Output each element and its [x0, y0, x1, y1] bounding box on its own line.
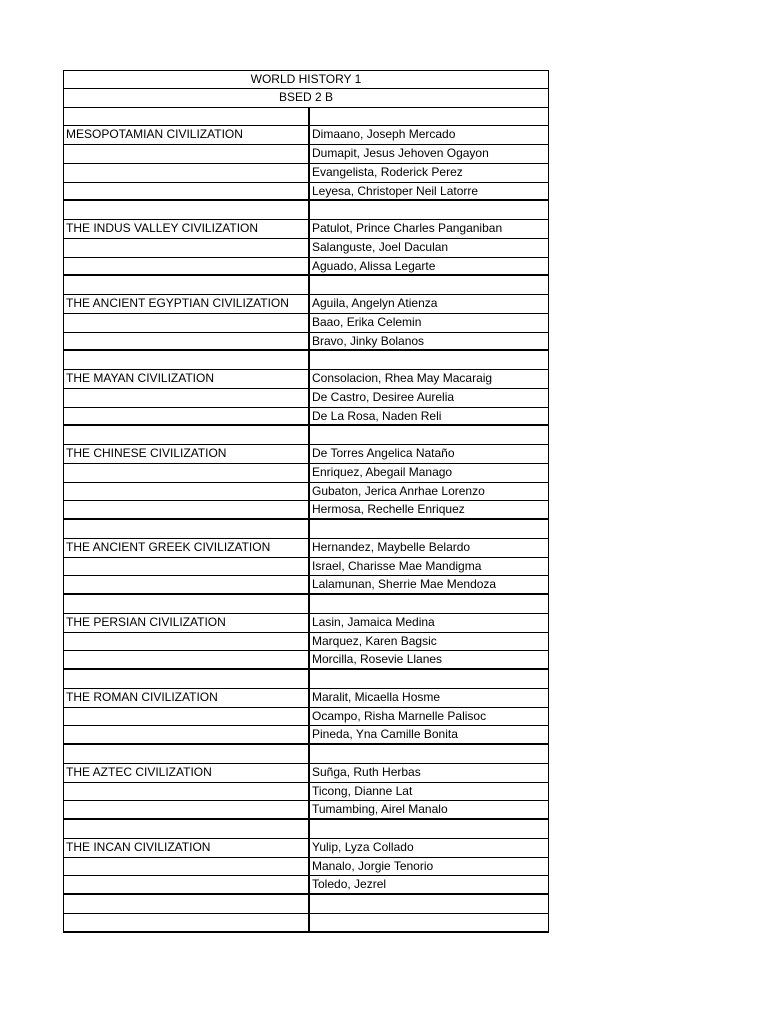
- member-cell: De La Rosa, Naden Reli: [312, 408, 442, 423]
- member-cell: Aguila, Angelyn Atienza: [312, 296, 438, 310]
- civilization-cell: [64, 576, 310, 593]
- spacer-row: [63, 201, 549, 220]
- member-cell: Marquez, Karen Bagsic: [312, 633, 437, 648]
- civilization-cell: THE ROMAN CIVILIZATION: [64, 689, 310, 707]
- spacer-row: [63, 726, 549, 745]
- civilization-cell: THE CHINESE CIVILIZATION: [64, 445, 310, 463]
- member-cell: [310, 201, 548, 219]
- civilization-cell: [64, 876, 310, 893]
- member-cell: Ticong, Dianne Lat: [312, 783, 413, 798]
- civilization-cell: [64, 239, 310, 257]
- civilization-cell: [64, 351, 310, 369]
- spacer-row: [63, 670, 549, 689]
- spacer-row: [63, 145, 549, 164]
- civilization-cell: [64, 708, 310, 726]
- table-row: [63, 295, 549, 314]
- civilization-cell: [64, 201, 310, 219]
- member-cell: [310, 895, 548, 913]
- spacer-row: [63, 783, 549, 802]
- civilization-cell: [64, 595, 310, 613]
- table-row: [63, 689, 549, 708]
- spacer-row: [63, 595, 549, 614]
- spacer-row: [63, 914, 549, 933]
- spacer-row: [63, 576, 549, 595]
- civilization-cell: [64, 801, 310, 818]
- spacer-row: [63, 745, 549, 764]
- table-row: [63, 126, 549, 145]
- civilization-cell: THE ANCIENT EGYPTIAN CIVILIZATION: [64, 295, 310, 313]
- section-label: BSED 2 B: [278, 89, 334, 104]
- member-cell: Hernandez, Maybelle Belardo: [312, 539, 471, 554]
- member-cell: Lalamunan, Sherrie Mae Mendoza: [312, 577, 497, 592]
- spacer-row: [63, 483, 549, 502]
- member-cell: Pineda, Yna Camille Bonita: [312, 727, 458, 742]
- member-cell: Evangelista, Roderick Perez: [312, 164, 463, 179]
- member-cell: [310, 426, 548, 444]
- member-cell: Hermosa, Rechelle Enriquez: [312, 502, 465, 517]
- member-cell: Patulot, Prince Charles Panganiban: [312, 221, 503, 235]
- member-cell: Suñga, Ruth Herbas: [312, 764, 421, 779]
- spacer-row: [63, 501, 549, 520]
- civilization-cell: [64, 558, 310, 576]
- member-cell: Aguado, Alissa Legarte: [312, 258, 436, 273]
- civilization-cell: [64, 145, 310, 163]
- table-row: [63, 839, 549, 858]
- civilization-cell: MESOPOTAMIAN CIVILIZATION: [64, 126, 310, 144]
- spacer-row: [63, 651, 549, 670]
- civilization-cell: [64, 651, 310, 668]
- spacer-row: [63, 464, 549, 483]
- spacer-row: [63, 276, 549, 295]
- civilization-cell: [64, 726, 310, 743]
- spacer-row: [63, 314, 549, 333]
- member-cell: Dimaano, Joseph Mercado: [312, 127, 456, 142]
- civilization-cell: [64, 258, 310, 275]
- civilization-cell: [64, 633, 310, 651]
- spacer-row: [63, 258, 549, 277]
- spacer-row: [63, 801, 549, 820]
- spacer-row: [63, 558, 549, 577]
- spacer-row: [63, 351, 549, 370]
- table-row: [63, 764, 549, 783]
- group-assignment-table: [63, 70, 549, 933]
- member-cell: Dumapit, Jesus Jehoven Ogayon: [312, 146, 489, 160]
- member-cell: Salanguste, Joel Daculan: [312, 239, 449, 254]
- civilization-cell: [64, 501, 310, 518]
- spacer-row: [63, 895, 549, 914]
- civilization-cell: THE INDUS VALLEY CIVILIZATION: [64, 220, 310, 238]
- member-cell: Israel, Charisse Mae Mandigma: [312, 558, 482, 573]
- spacer-row: [63, 389, 549, 408]
- member-cell: [310, 670, 548, 688]
- civilization-cell: THE MAYAN CIVILIZATION: [64, 370, 310, 388]
- civilization-cell: [64, 520, 310, 538]
- spacer-row: [63, 239, 549, 258]
- civilization-cell: [64, 108, 310, 126]
- member-cell: [310, 595, 548, 613]
- member-cell: Lasin, Jamaica Medina: [312, 614, 435, 629]
- member-cell: Manalo, Jorgie Tenorio: [312, 858, 434, 873]
- civilization-cell: THE INCAN CIVILIZATION: [64, 839, 310, 857]
- section-row: [63, 89, 549, 108]
- spacer-row: [63, 633, 549, 652]
- table-row: [63, 539, 549, 558]
- member-cell: [310, 820, 548, 838]
- spacer-row: [63, 183, 549, 202]
- civilization-cell: [64, 333, 310, 350]
- civilization-cell: [64, 389, 310, 407]
- table-row: [63, 370, 549, 389]
- table-title: WORLD HISTORY 1: [250, 72, 362, 86]
- table-row: [63, 614, 549, 633]
- member-cell: Yulip, Lyza Collado: [312, 839, 414, 854]
- civilization-cell: [64, 670, 310, 688]
- group-rows: [63, 108, 549, 933]
- member-cell: Bravo, Jinky Bolanos: [312, 333, 425, 348]
- spacer-row: [63, 426, 549, 445]
- civilization-cell: [64, 164, 310, 182]
- civilization-cell: [64, 408, 310, 425]
- civilization-cell: [64, 276, 310, 294]
- spacer-row: [63, 876, 549, 895]
- civilization-cell: THE ANCIENT GREEK CIVILIZATION: [64, 539, 310, 557]
- member-cell: Ocampo, Risha Marnelle Palisoc: [312, 708, 487, 723]
- member-cell: [310, 745, 548, 763]
- member-cell: [310, 351, 548, 369]
- civilization-cell: THE AZTEC CIVILIZATION: [64, 764, 310, 782]
- member-cell: [310, 108, 548, 126]
- civilization-cell: [64, 914, 310, 931]
- title-row: [63, 70, 549, 89]
- civilization-cell: [64, 820, 310, 838]
- member-cell: Gubaton, Jerica Anrhae Lorenzo: [312, 483, 485, 498]
- member-cell: [310, 276, 548, 294]
- civilization-cell: [64, 483, 310, 501]
- civilization-cell: [64, 745, 310, 763]
- member-cell: Enriquez, Abegail Manago: [312, 464, 453, 479]
- spacer-row: [63, 408, 549, 427]
- member-cell: Leyesa, Christoper Neil Latorre: [312, 183, 479, 198]
- member-cell: [310, 914, 548, 931]
- civilization-cell: [64, 183, 310, 200]
- civilization-cell: [64, 426, 310, 444]
- spacer-row: [63, 708, 549, 727]
- civilization-cell: [64, 858, 310, 876]
- member-cell: De Castro, Desiree Aurelia: [312, 389, 455, 404]
- member-cell: Maralit, Micaella Hosme: [312, 689, 441, 704]
- civilization-cell: [64, 314, 310, 332]
- member-cell: Baao, Erika Celemin: [312, 314, 422, 329]
- table-row: [63, 445, 549, 464]
- spacer-row: [63, 164, 549, 183]
- civilization-cell: [64, 783, 310, 801]
- spacer-row: [63, 333, 549, 352]
- spacer-row: [63, 520, 549, 539]
- spacer-row: [63, 108, 549, 127]
- civilization-cell: THE PERSIAN CIVILIZATION: [64, 614, 310, 632]
- member-cell: Tumambing, Airel Manalo: [312, 802, 448, 817]
- spacer-row: [63, 858, 549, 877]
- spacer-row: [63, 820, 549, 839]
- civilization-cell: [64, 464, 310, 482]
- member-cell: Morcilla, Rosevie Llanes: [312, 652, 443, 667]
- member-cell: Consolacion, Rhea May Macaraig: [312, 371, 493, 385]
- member-cell: Toledo, Jezrel: [312, 877, 387, 892]
- table-row: [63, 220, 549, 239]
- member-cell: [310, 520, 548, 538]
- civilization-cell: [64, 895, 310, 913]
- member-cell: De Torres Angelica Nataño: [312, 446, 455, 460]
